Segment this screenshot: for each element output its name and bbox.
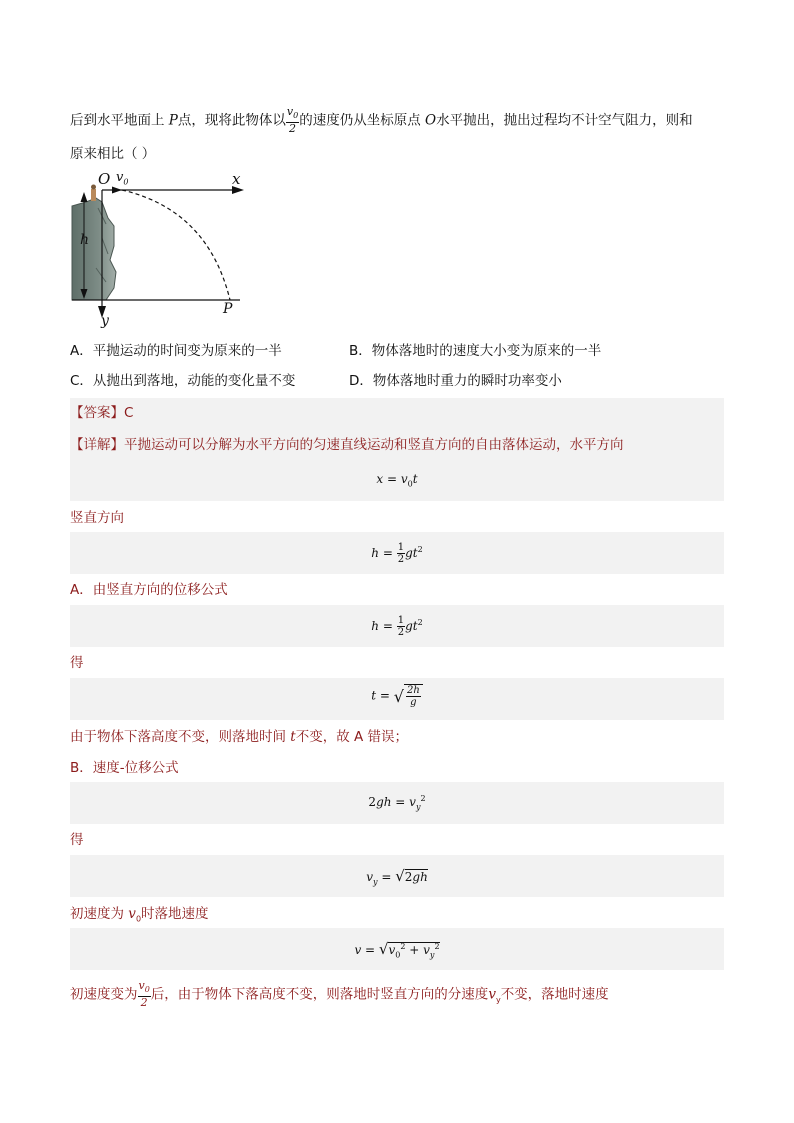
question-line-2: 原来相比（ ） [70, 146, 156, 162]
point-o: O [425, 112, 437, 129]
formula-2gh-vy2: $2gh = v_y^2$ [368, 794, 426, 812]
half-v0-fraction-2: $\frac{v_0}{2}$ [138, 979, 150, 1010]
projectile-figure [68, 168, 253, 333]
formula-v-sqrt: $v = √v_0^2 + v_y^2$ [354, 940, 440, 960]
question-text-2: 点，现将此物体以 [177, 112, 286, 129]
half-v0-fraction: $\frac{v_0}{2}$ [286, 105, 299, 136]
de-text-2: 得 [70, 832, 84, 848]
option-a: A．平抛运动的时间变为原来的一半 [70, 343, 282, 359]
cliff-shape [72, 198, 116, 300]
part-b-text: B．速度-位移公式 [70, 760, 179, 776]
option-d: D．物体落地时重力的瞬时功率变小 [349, 373, 562, 389]
label-v0: $v_0$ [116, 170, 129, 187]
label-p: P [223, 301, 233, 317]
option-b: B．物体落地时的速度大小变为原来的一半 [349, 343, 602, 359]
question-text-3: 的速度仍从坐标原点 [299, 112, 425, 129]
init-speed-text: 初速度为 $v_0$时落地速度 [70, 906, 209, 924]
formula-band-2 [70, 605, 724, 647]
label-y: y [101, 313, 109, 329]
detail-line [70, 435, 624, 455]
person-figure [91, 189, 96, 201]
formula-band-1 [70, 532, 724, 574]
question-text-1: 后到水平地面上 [70, 112, 169, 129]
vertical-direction-text: 竖直方向 [70, 510, 124, 526]
answer-value: C [124, 405, 134, 421]
formula-h-half-gt2-repeat: h = $\frac{1}{2}$ $gt^2$ [371, 615, 423, 638]
point-p: P [168, 112, 178, 129]
label-h: h [80, 232, 90, 248]
answer-line [70, 403, 133, 423]
formula-vy-sqrt: $v_y = √2gh$ [366, 867, 428, 887]
formula-h-half-gt2: h = $\frac{1}{2}$ $gt^2$ [371, 542, 423, 565]
conclusion-a: 由于物体下落高度不变，则落地时间 t不变，故 A 错误； [70, 729, 409, 745]
v0-arrow [112, 187, 122, 194]
formula-band-3 [70, 678, 724, 720]
formula-band-5 [70, 855, 724, 897]
answer-label: 【答案】 [70, 405, 124, 421]
trajectory-curve [122, 190, 230, 300]
last-line: 初速度变为 $\frac{v_0}{2}$ 后，由于物体下落高度不变，则落地时竖直方向的分速度$v_y$不变，落地时速度 [70, 979, 609, 1010]
question-text-4: 水平抛出，抛出过程均不计空气阻力，则和 [436, 112, 693, 129]
label-x: x [232, 170, 241, 188]
de-text-1: 得 [70, 655, 84, 671]
label-o: O [98, 170, 111, 188]
formula-band-4 [70, 782, 724, 824]
detail-label: 【详解】 [70, 437, 124, 453]
formula-x-v0t: $x = v_0t$ [376, 472, 418, 489]
formula-band-6 [70, 928, 724, 970]
part-a-text: A．由竖直方向的位移公式 [70, 582, 228, 598]
formula-t-sqrt: t = √ $\frac{2h}{g}$ [70, 684, 724, 708]
option-c: C．从抛出到落地，动能的变化量不变 [70, 373, 296, 389]
detail-intro: 平抛运动可以分解为水平方向的匀速直线运动和竖直方向的自由落体运动，水平方向 [124, 437, 624, 453]
question-line-1 [70, 106, 693, 135]
